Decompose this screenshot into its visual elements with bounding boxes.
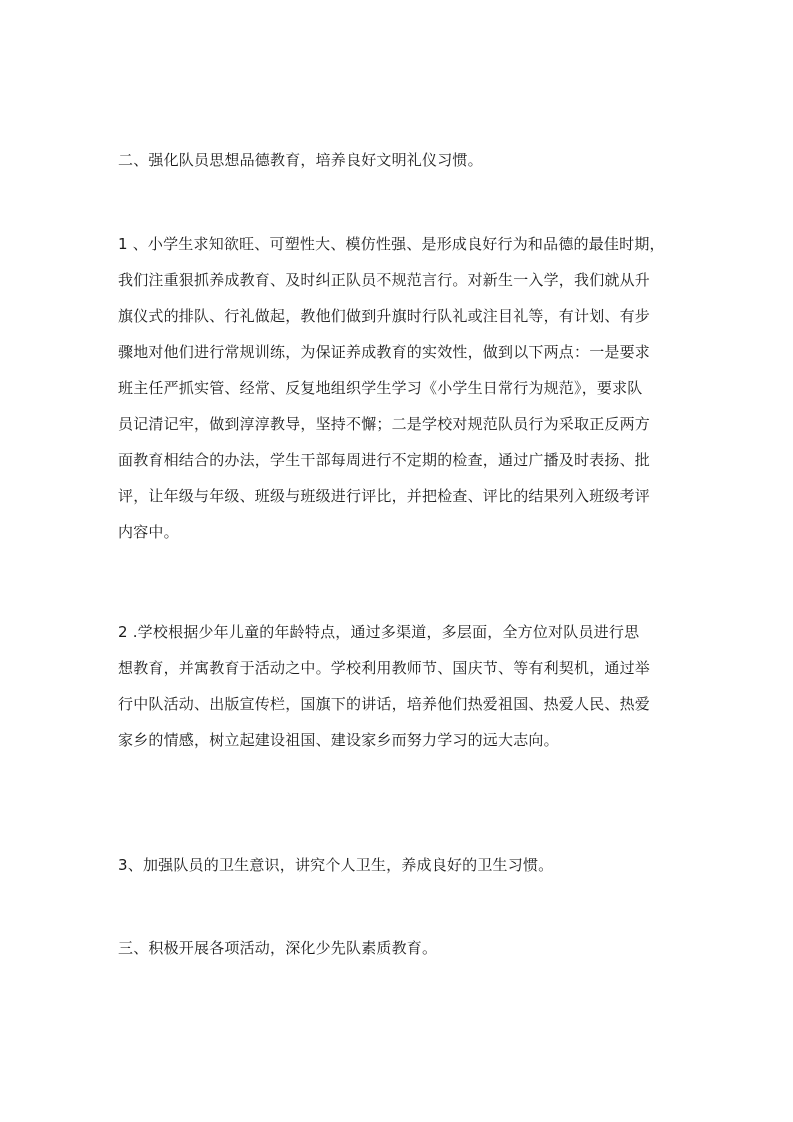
paragraph-line: 评，让年级与年级、班级与班级进行评比，并把检查、评比的结果列入班级考评: [118, 487, 651, 505]
paragraph-line: 骤地对他们进行常规训练，为保证养成教育的实效性，做到以下两点：一是要求: [118, 343, 651, 361]
paragraph-line: 2 .学校根据少年儿童的年龄特点，通过多渠道，多层面，全方位对队员进行思: [118, 623, 640, 641]
paragraph-line: 内容中。: [118, 523, 179, 541]
paragraph-line: 行中队活动、出版宣传栏，国旗下的讲话，培养他们热爱祖国、热爱人民、热爱: [118, 695, 651, 713]
paragraph-hygiene: [118, 847, 680, 883]
paragraph-line: 家乡的情感，树立起建设祖国、建设家乡而努力学习的远大志向。: [118, 731, 559, 749]
paragraph-habit-education: [118, 226, 680, 550]
paragraph-line: 面教育相结合的办法，学生干部每周进行不定期的检查，通过广播及时表扬、批: [118, 451, 651, 469]
section-heading-three: [118, 930, 680, 966]
paragraph-line: 班主任严抓实管、经常、反复地组织学生学习《小学生日常行为规范》，要求队: [118, 379, 643, 397]
heading-text: 三、积极开展各项活动，深化少先队素质教育。: [118, 939, 438, 957]
section-heading-two: [118, 142, 680, 178]
paragraph-line: 旗仪式的排队、行礼做起，教他们做到升旗时行队礼或注目礼等，有计划、有步: [118, 307, 651, 325]
paragraph-ideological-education: [118, 614, 680, 758]
paragraph-line: 3、加强队员的卫生意识，讲究个人卫生，养成良好的卫生习惯。: [118, 856, 554, 874]
heading-text: 二、强化队员思想品德教育，培养良好文明礼仪习惯。: [118, 151, 483, 169]
paragraph-line: 1 、小学生求知欲旺、可塑性大、模仿性强、是形成良好行为和品德的最佳时期，: [118, 235, 665, 253]
paragraph-line: 员记清记牢，做到淳淳教导，坚持不懈；二是学校对规范队员行为采取正反两方: [118, 415, 651, 433]
paragraph-line: 想教育，并寓教育于活动之中。学校利用教师节、国庆节、等有利契机，通过举: [118, 659, 651, 677]
paragraph-line: 我们注重狠抓养成教育、及时纠正队员不规范言行。对新生一入学，我们就从升: [118, 271, 651, 289]
